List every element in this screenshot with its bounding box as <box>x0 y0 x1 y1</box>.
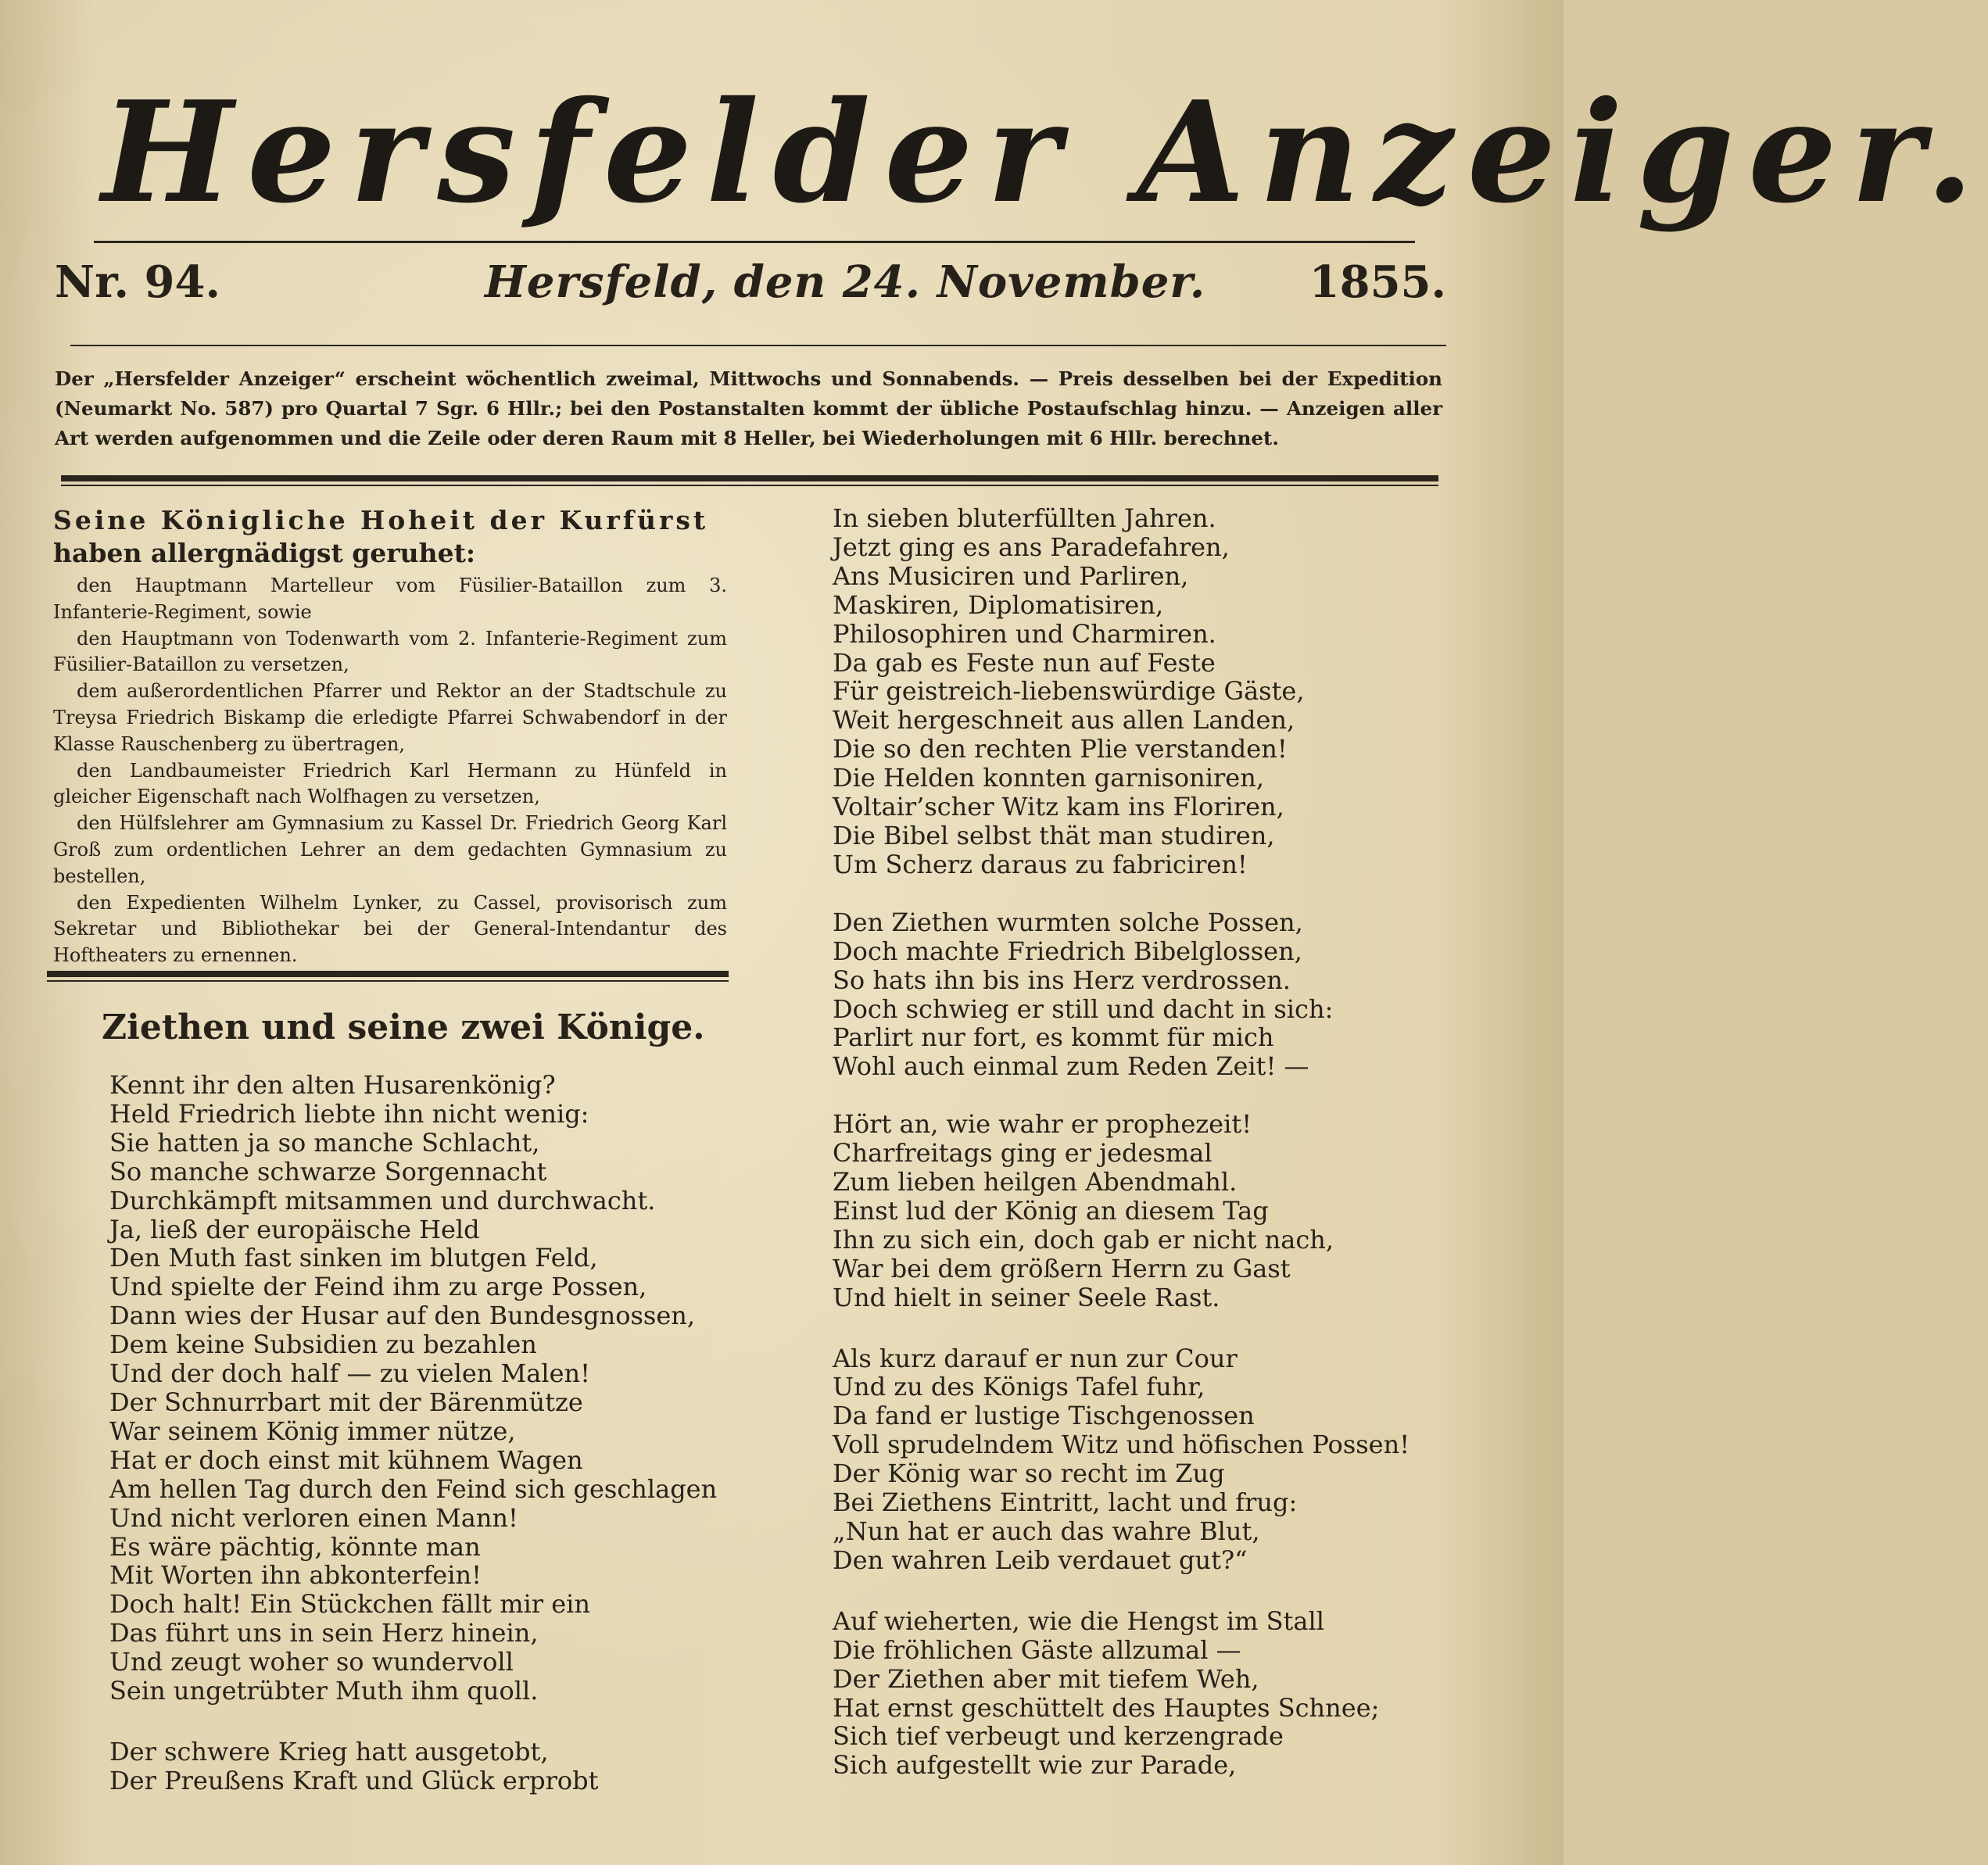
poem-line: Doch machte Friedrich Bibelglossen, <box>833 936 1302 966</box>
poem-line: War bei dem größern Herrn zu Gast <box>833 1253 1291 1283</box>
poem-line: Und zu des Königs Tafel fuhr, <box>833 1372 1205 1402</box>
poem-line: Hat er doch einst mit kühnem Wagen <box>109 1444 583 1475</box>
poem-stanza <box>833 908 1481 1081</box>
poem-line: Für geistreich-liebenswürdige Gäste, <box>833 676 1305 707</box>
poem-line: Philosophiren und Charmiren. <box>833 618 1216 649</box>
poem-line: Maskiren, Diplomatisiren, <box>833 589 1164 620</box>
decree-item: den Hauptmann Martelleur vom Füsilier-Bataillon zum 3. Infanterie-Regiment, sowie <box>53 575 727 623</box>
poem-line: Den Muth fast sinken im blutgen Feld, <box>109 1243 598 1273</box>
poem-line: Und hielt in seiner Seele Rast. <box>833 1282 1220 1312</box>
poem-line: Charfreitags ging er jedesmal <box>833 1138 1213 1169</box>
poem-line: Dem keine Subsidien zu bezahlen <box>109 1330 537 1360</box>
poem-stanza <box>833 1110 1481 1312</box>
poem-line: Da gab es Feste nun auf Feste <box>833 647 1216 678</box>
decree-section <box>53 504 727 969</box>
poem-line: Und spielte der Feind ihm zu arge Possen, <box>109 1272 647 1302</box>
poem-line: Ja, ließ der europäische Held <box>109 1214 480 1244</box>
poem-line: Der König war so recht im Zug <box>833 1459 1225 1489</box>
poem-line: Und zeugt woher so wundervoll <box>109 1647 514 1677</box>
poem-line: Und der doch half — zu vielen Malen! <box>109 1358 591 1389</box>
poem-stanza <box>833 1344 1481 1575</box>
poem-line: Am hellen Tag durch den Feind sich geschlagen <box>109 1473 718 1504</box>
poem-line: Hat ernst geschüttelt des Hauptes Schnee; <box>833 1692 1380 1723</box>
decree-item: den Hülfslehrer am Gymnasium zu Kassel Dr. Friedrich Georg Karl Groß zum ordentlichen Lehrer an dem gedachten Gymnasium zu bestellen, <box>53 812 727 887</box>
poem-line: Den Ziethen wurmten solche Possen, <box>833 907 1303 937</box>
poem-right-column <box>833 504 1481 1780</box>
poem-line: Da fand er lustige Tischgenossen <box>833 1401 1255 1431</box>
poem-line: Und nicht verloren einen Mann! <box>109 1502 518 1533</box>
poem-line: Parlirt nur fort, es kommt für mich <box>833 1022 1274 1053</box>
notice-rule-thick <box>61 475 1438 481</box>
decree-intro <box>53 504 727 570</box>
poem-line: Der Schnurrbart mit der Bärenmütze <box>109 1387 583 1417</box>
notice-rule-thin <box>61 485 1438 486</box>
poem-line: Das führt uns in sein Herz hinein, <box>109 1618 539 1648</box>
poem-line: Ihn zu sich ein, doch gab er nicht nach, <box>833 1224 1334 1255</box>
decree-item: den Expedienten Wilhelm Lynker, zu Cassel, provisorisch zum Sekretar und Bibliothekar bei der General-Intendantur des Hoftheaters zu ernennen. <box>53 891 727 967</box>
poem-stanza <box>833 504 1481 879</box>
decree-item: den Hauptmann von Todenwarth vom 2. Infanterie-Regiment zum Füsilier-Bataillon zu versetzen, <box>53 627 727 676</box>
poem-line: Sie hatten ja so manche Schlacht, <box>109 1127 540 1158</box>
poem-line: So manche schwarze Sorgennacht <box>109 1156 547 1187</box>
poem-line: Doch schwieg er still und dacht in sich: <box>833 993 1334 1024</box>
poem-line: Doch halt! Ein Stückchen fällt mir ein <box>109 1589 591 1620</box>
poem-line: Auf wieherten, wie die Hengst im Stall <box>833 1605 1324 1636</box>
poem-line: Dann wies der Husar auf den Bundesgnossen, <box>109 1301 696 1331</box>
section-rule-thick <box>47 971 729 977</box>
poem-stanza <box>109 1738 727 1795</box>
poem-line: Zum lieben heilgen Abendmahl. <box>833 1167 1238 1197</box>
poem-line: „Nun hat er auch das wahre Blut, <box>833 1516 1260 1546</box>
poem-line: Weit hergeschneit aus allen Landen, <box>833 705 1295 736</box>
masthead-title: Hersfelder Anzeiger. <box>102 70 1988 234</box>
poem-line: Durchkämpft mitsammen und durchwacht. <box>109 1185 656 1215</box>
poem-line: Die Helden konnten garnisoniren, <box>833 763 1264 793</box>
decree-item: dem außerordentlichen Pfarrer und Rektor an der Stadtschule zu Treysa Friedrich Biskamp die erledigte Pfarrei Schwabendorf in der Klasse Rauschenberg zu übertragen, <box>53 680 727 755</box>
dateline-rule <box>70 345 1446 346</box>
poem-line: Sein ungetrübter Muth ihm quoll. <box>109 1676 539 1706</box>
poem-line: Um Scherz daraus zu fabriciren! <box>833 849 1248 879</box>
poem-line: Held Friedrich liebte ihn nicht wenig: <box>109 1098 589 1129</box>
poem-line: Ans Musiciren und Parliren, <box>833 560 1189 591</box>
poem-line: Es wäre pächtig, könnte man <box>109 1531 481 1562</box>
poem-line: Der Preußens Kraft und Glück erprobt <box>109 1765 599 1795</box>
poem-line: Den wahren Leib verdauet gut?“ <box>833 1545 1248 1575</box>
section-rule-thin <box>47 980 729 982</box>
poem-line: Wohl auch einmal zum Reden Zeit! — <box>833 1051 1309 1082</box>
poem-line: Jetzt ging es ans Paradefahren, <box>833 532 1230 562</box>
poem-line: Die so den rechten Plie verstanden! <box>833 734 1288 764</box>
poem-line: Die Bibel selbst thät man studiren, <box>833 820 1275 850</box>
poem-line: Der Ziethen aber mit tiefem Weh, <box>833 1663 1259 1694</box>
poem-line: Bei Ziethens Eintritt, lacht und frug: <box>833 1487 1298 1518</box>
issue-number: Nr. 94. <box>55 256 220 308</box>
poem-title: Ziethen und seine zwei Könige. <box>102 1008 705 1047</box>
place-and-date: Hersfeld, den 24. November. <box>485 256 1206 308</box>
issue-year: 1855. <box>1309 256 1446 308</box>
poem-stanza <box>109 1071 727 1706</box>
poem-line: Als kurz darauf er nun zur Cour <box>833 1343 1238 1373</box>
poem-line: Sich aufgestellt wie zur Parade, <box>833 1750 1237 1781</box>
decree-intro-line-1: Seine Königliche Hoheit der Kurfürst <box>53 505 709 535</box>
poem-line: Der schwere Krieg hatt ausgetobt, <box>109 1736 549 1767</box>
poem-line: So hats ihn bis ins Herz verdrossen. <box>833 965 1291 995</box>
decree-items <box>53 573 727 969</box>
poem-line: Hört an, wie wahr er prophezeit! <box>833 1109 1252 1140</box>
poem-stanza <box>833 1607 1481 1780</box>
poem-left-column <box>109 1071 727 1795</box>
poem-line: Einst lud der König an diesem Tag <box>833 1195 1269 1226</box>
poem-line: Voltair’scher Witz kam ins Floriren, <box>833 792 1284 822</box>
subscription-notice: Der „Hersfelder Anzeiger“ erscheint wöchentlich zweimal, Mittwochs und Sonnabends. — Preis desselben bei der Expedition (Neumarkt No. 587) pro Quartal 7 Sgr. 6 Hllr.; bei den Postanstalten kommt der übliche Postaufschlag hinzu. — Anzeigen aller Art werden aufgenommen und die Zeile oder deren Raum mit 8 Heller, bei Wiederholungen mit 6 Hllr. berechnet. <box>55 367 1442 449</box>
poem-line: Kennt ihr den alten Husarenkönig? <box>109 1070 556 1100</box>
decree-intro-line-2: haben allergnädigst geruhet: <box>53 538 476 568</box>
masthead-rule <box>94 241 1415 243</box>
decree-item: den Landbaumeister Friedrich Karl Hermann zu Hünfeld in gleicher Eigenschaft nach Wolfhagen zu versetzen, <box>53 759 727 808</box>
poem-line: Mit Worten ihn abkonterfein! <box>109 1560 482 1591</box>
poem-line: Die fröhlichen Gäste allzumal — <box>833 1634 1241 1665</box>
poem-line: In sieben bluterfüllten Jahren. <box>833 503 1216 533</box>
poem-line: Voll sprudelndem Witz und höfischen Possen! <box>833 1430 1410 1460</box>
poem-line: War seinem König immer nütze, <box>109 1416 516 1446</box>
dateline <box>55 256 1446 319</box>
poem-line: Sich tief verbeugt und kerzengrade <box>833 1721 1284 1752</box>
